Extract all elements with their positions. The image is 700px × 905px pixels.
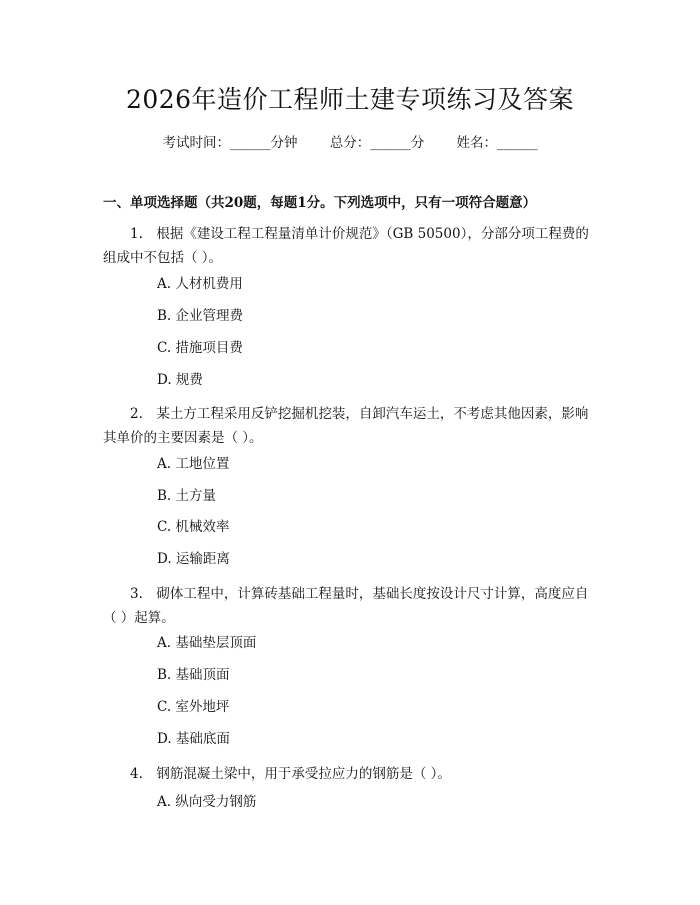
total-score-field: 总分：______分 [329,135,425,151]
question-text: 4. 钢筋混凝土梁中，用于承受拉应力的钢筋是（ ）。 [130,766,451,782]
question-text: 1. 根据《建设工程工程量清单计价规范》（GB 50500），分部分项工程费的组成中不包括（ ）。 [103,226,589,266]
question-1-option-a: A. 人材机费用 [157,276,243,292]
section-heading: 一、单项选择题（共20题，每题1分。下列选项中，只有一项符合题意） [103,195,537,211]
exam-time-field: 考试时间：______分钟 [162,135,298,151]
question-3-option-c: C. 室外地坪 [157,699,230,715]
question-3-option-b: B. 基础顶面 [157,667,230,683]
question-4 [103,762,598,786]
question-2 [103,402,598,450]
question-1-option-b: B. 企业管理费 [157,308,244,324]
question-2-option-b: B. 土方量 [157,488,217,504]
question-3-option-d: D. 基础底面 [157,731,230,747]
document-title: 2026年造价工程师土建专项练习及答案 [125,85,575,114]
question-text: 3. 砌体工程中，计算砖基础工程量时，基础长度按设计尺寸计算，高度应自（ ）起算。 [103,586,589,626]
question-2-option-c: C. 机械效率 [157,519,230,535]
question-2-option-a: A. 工地位置 [157,456,230,472]
name-field: 姓名：______ [456,135,538,151]
question-3 [103,582,598,630]
question-text: 2. 某土方工程采用反铲挖掘机挖装，自卸汽车运土，不考虑其他因素，影响其单价的主要因素是（ ）。 [103,406,589,446]
question-3-option-a: A. 基础垫层顶面 [157,635,257,651]
question-2-option-d: D. 运输距离 [157,551,230,567]
question-1-option-c: C. 措施项目费 [157,340,243,356]
exam-meta-line [0,131,700,151]
question-4-option-a: A. 纵向受力钢筋 [157,794,257,810]
question-1 [103,222,598,270]
question-1-option-d: D. 规费 [157,372,203,388]
